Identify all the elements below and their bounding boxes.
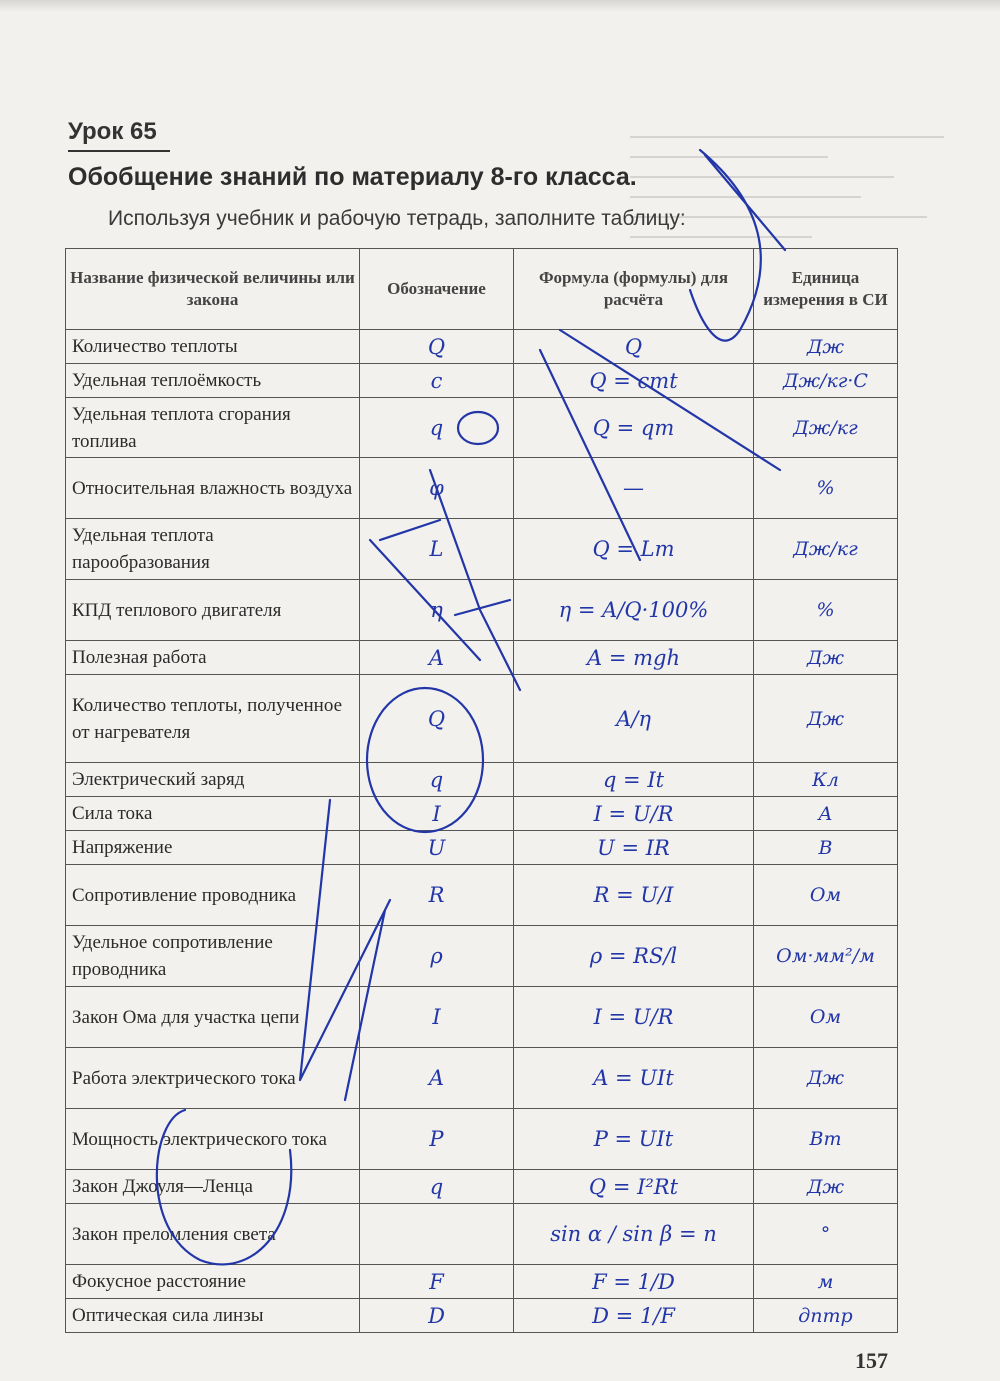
column-header-symbol: Обозначение <box>360 249 514 330</box>
quantity-name: Оптическая сила линзы <box>66 1299 360 1333</box>
unit-cell: Дж <box>754 1170 898 1204</box>
table-row <box>66 519 898 580</box>
formula-cell: q = It <box>514 763 754 797</box>
formula-cell: A = UIt <box>514 1048 754 1109</box>
unit-cell: дптр <box>754 1299 898 1333</box>
formula-cell: F = 1/D <box>514 1265 754 1299</box>
unit-cell: Ом <box>754 865 898 926</box>
formula-cell: P = UIt <box>514 1109 754 1170</box>
symbol-cell: R <box>360 865 514 926</box>
quantity-name: Электрический заряд <box>66 763 360 797</box>
quantity-name: Удельная теплота парообразования <box>66 519 360 580</box>
symbol-cell: η <box>360 580 514 641</box>
formula-cell: R = U/I <box>514 865 754 926</box>
formula-cell: Q = cmt <box>514 364 754 398</box>
quantity-name: Относительная влажность воздуха <box>66 458 360 519</box>
unit-cell: Дж <box>754 330 898 364</box>
table-row <box>66 763 898 797</box>
column-header-name: Название физической величины или закона <box>66 249 360 330</box>
unit-cell: Дж <box>754 641 898 675</box>
unit-cell: Дж/кг·С <box>754 364 898 398</box>
table-row <box>66 865 898 926</box>
formula-cell: A = mgh <box>514 641 754 675</box>
table-row <box>66 675 898 763</box>
symbol-cell <box>360 1204 514 1265</box>
table-row <box>66 1204 898 1265</box>
unit-cell: Дж/кг <box>754 519 898 580</box>
table-row <box>66 364 898 398</box>
formula-cell: η = A/Q·100% <box>514 580 754 641</box>
table-header-row <box>66 249 898 330</box>
formula-cell: ρ = RS/l <box>514 926 754 987</box>
formula-cell: Q = Lm <box>514 519 754 580</box>
table-row <box>66 926 898 987</box>
symbol-cell: A <box>360 1048 514 1109</box>
table-row <box>66 1170 898 1204</box>
symbol-cell: c <box>360 364 514 398</box>
quantity-name: КПД теплового двигателя <box>66 580 360 641</box>
quantity-name: Закон Ома для участка цепи <box>66 987 360 1048</box>
formula-cell: Q = qm <box>514 398 754 458</box>
formula-cell: Q = I²Rt <box>514 1170 754 1204</box>
table-row <box>66 1265 898 1299</box>
page-title: Обобщение знаний по материалу 8-го класса. <box>68 163 637 191</box>
symbol-cell: I <box>360 797 514 831</box>
symbol-cell: A <box>360 641 514 675</box>
unit-cell: Кл <box>754 763 898 797</box>
unit-cell: A <box>754 797 898 831</box>
table-row <box>66 580 898 641</box>
symbol-cell: Q <box>360 675 514 763</box>
quantity-name: Мощность электрического тока <box>66 1109 360 1170</box>
scribble-stroke <box>705 155 785 250</box>
column-header-formula: Формула (формулы) для расчёта <box>514 249 754 330</box>
formula-cell: Q <box>514 330 754 364</box>
quantity-name: Сила тока <box>66 797 360 831</box>
formula-cell: A/η <box>514 675 754 763</box>
symbol-cell: L <box>360 519 514 580</box>
symbol-cell: ρ <box>360 926 514 987</box>
table-row <box>66 1109 898 1170</box>
symbol-cell: D <box>360 1299 514 1333</box>
symbol-cell: φ <box>360 458 514 519</box>
table-row <box>66 330 898 364</box>
symbol-cell: Q <box>360 330 514 364</box>
symbol-cell: P <box>360 1109 514 1170</box>
formula-cell: I = U/R <box>514 797 754 831</box>
formula-cell: — <box>514 458 754 519</box>
symbol-cell: U <box>360 831 514 865</box>
unit-cell: Ом·мм²/м <box>754 926 898 987</box>
formula-cell: D = 1/F <box>514 1299 754 1333</box>
symbol-cell: q <box>360 763 514 797</box>
table-row <box>66 398 898 458</box>
quantity-name: Закон преломления света <box>66 1204 360 1265</box>
quantity-name: Напряжение <box>66 831 360 865</box>
quantity-name: Удельная теплоёмкость <box>66 364 360 398</box>
table-row <box>66 458 898 519</box>
formula-cell: sin α / sin β = n <box>514 1204 754 1265</box>
formula-cell: U = IR <box>514 831 754 865</box>
quantity-name: Закон Джоуля—Ленца <box>66 1170 360 1204</box>
symbol-cell: q <box>360 1170 514 1204</box>
physics-table <box>65 248 898 1333</box>
column-header-unit: Единица измерения в СИ <box>754 249 898 330</box>
unit-cell: Ом <box>754 987 898 1048</box>
quantity-name: Сопротивление проводника <box>66 865 360 926</box>
unit-cell: % <box>754 580 898 641</box>
table-row <box>66 797 898 831</box>
unit-cell: Дж/кг <box>754 398 898 458</box>
table-row <box>66 1048 898 1109</box>
symbol-cell: F <box>360 1265 514 1299</box>
quantity-name: Работа электрического тока <box>66 1048 360 1109</box>
unit-cell: ° <box>754 1204 898 1265</box>
quantity-name: Количество теплоты <box>66 330 360 364</box>
unit-cell: м <box>754 1265 898 1299</box>
quantity-name: Количество теплоты, полученное от нагревателя <box>66 675 360 763</box>
lesson-number: Урок 65 <box>68 118 170 152</box>
instruction-text: Используя учебник и рабочую тетрадь, заполните таблицу: <box>108 207 686 230</box>
unit-cell: % <box>754 458 898 519</box>
page-number: 157 <box>855 1348 888 1373</box>
unit-cell: B <box>754 831 898 865</box>
page-top-edge <box>0 0 1000 12</box>
table-row <box>66 641 898 675</box>
table-row <box>66 987 898 1048</box>
quantity-name: Удельное сопротивление проводника <box>66 926 360 987</box>
symbol-cell: I <box>360 987 514 1048</box>
quantity-name: Полезная работа <box>66 641 360 675</box>
formula-cell: I = U/R <box>514 987 754 1048</box>
table-row <box>66 831 898 865</box>
unit-cell: Дж <box>754 1048 898 1109</box>
table-row <box>66 1299 898 1333</box>
quantity-name: Фокусное расстояние <box>66 1265 360 1299</box>
symbol-cell: q <box>360 398 514 458</box>
quantity-name: Удельная теплота сгорания топлива <box>66 398 360 458</box>
unit-cell: Вт <box>754 1109 898 1170</box>
unit-cell: Дж <box>754 675 898 763</box>
